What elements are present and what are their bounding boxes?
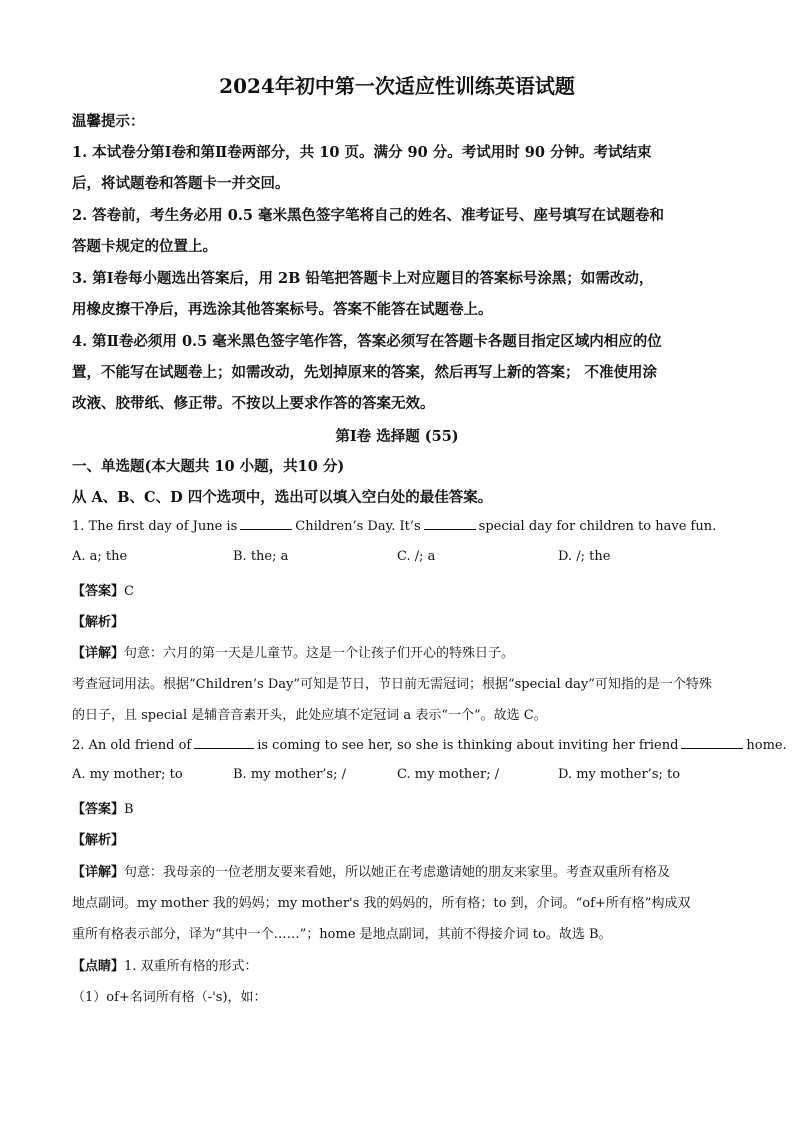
question-text: home. <box>746 738 787 753</box>
answer-line <box>72 580 732 599</box>
answer-blank <box>194 736 254 749</box>
detail-line <box>72 861 732 880</box>
notice-line: 3. 第Ⅰ卷每小题选出答案后，用 2B 铅笔把答题卡上对应题目的答案标号涂黑；如需改动， <box>72 270 654 287</box>
tip-line <box>72 955 732 974</box>
answer-label: 【答案】 <box>72 584 125 599</box>
notice-line: 答题卡规定的位置上。 <box>72 238 217 255</box>
section-title: 第Ⅰ卷 选择题 (55) <box>335 428 459 445</box>
question-text: Children’s Day. It’s <box>295 519 421 534</box>
part-heading: 一、单选题(本大题共 10 小题，共10 分) <box>72 458 345 475</box>
tip-subline: （1）of+名词所有格（-'s)，如： <box>72 990 267 1005</box>
question-1 <box>72 517 732 534</box>
detail-label: 【详解】 <box>72 865 125 880</box>
question-text: is coming to see her, so she is thinking about inviting her friend <box>257 738 679 753</box>
notice-line: 置，不能写在试题卷上；如需改动，先划掉原来的答案，然后再写上新的答案； 不准使用涂 <box>72 364 658 381</box>
analysis-label: 【解析】 <box>72 615 125 630</box>
option-b: B. my mother’s; / <box>233 767 346 782</box>
part-instruction: 从 A、B、C、D 四个选项中，选出可以填入空白处的最佳答案。 <box>72 489 493 506</box>
detail-label: 【详解】 <box>72 646 125 661</box>
notice-heading: 温馨提示： <box>72 113 145 130</box>
notice-line: 2. 答卷前，考生务必用 0.5 毫米黑色签字笔将自己的姓名、准考证号、座号填写在试题卷和 <box>72 207 665 224</box>
detail-text: 句意：我母亲的一位老朋友要来看她，所以她正在考虑邀请她的朋友来家里。考查双重所有格及 <box>124 865 671 880</box>
notice-line: 4. 第Ⅱ卷必须用 0.5 毫米黑色签字笔作答，答案必须写在答题卡各题目指定区域内相应的位 <box>72 333 662 350</box>
option-a: A. a; the <box>72 549 128 564</box>
answer-label: 【答案】 <box>72 802 125 817</box>
notice-line: 1. 本试卷分第Ⅰ卷和第Ⅱ卷两部分，共 10 页。满分 90 分。考试用时 90 分钟。考试结束 <box>72 144 652 161</box>
option-d: D. my mother’s; to <box>558 767 681 782</box>
detail-line: 重所有格表示部分，译为“其中一个……”；home 是地点副词，其前不得接介词 to。故选 B。 <box>72 927 612 942</box>
detail-line: 考查冠词用法。根据“Children’s Day”可知是节日，节日前无需冠词；根据“special day”可知指的是一个特殊 <box>72 677 712 692</box>
answer-value: B <box>124 802 134 817</box>
tip-text: 1. 双重所有格的形式： <box>124 959 258 974</box>
question-text: special day for children to have fun. <box>478 519 717 534</box>
option-b: B. the; a <box>233 549 289 564</box>
notice-line: 改液、胶带纸、修正带。不按以上要求作答的答案无效。 <box>72 395 435 412</box>
answer-value: C <box>124 584 134 599</box>
detail-text: 句意：六月的第一天是儿童节。这是一个让孩子们开心的特殊日子。 <box>124 646 515 661</box>
notice-line: 用橡皮擦干净后，再选涂其他答案标号。答案不能答在试题卷上。 <box>72 301 493 318</box>
detail-line: 的日子，且 special 是辅音音素开头，此处应填不定冠词 a 表示“一个”。故选 C。 <box>72 708 547 723</box>
detail-line: 地点副词。my mother 我的妈妈；my mother's 我的妈妈的，所有格；to 到，介词。“of+所有格”构成双 <box>72 896 691 911</box>
analysis-label: 【解析】 <box>72 833 125 848</box>
question-text: 1. The first day of June is <box>72 519 238 534</box>
answer-line <box>72 798 732 817</box>
option-d: D. /; the <box>558 549 611 564</box>
option-a: A. my mother; to <box>72 767 183 782</box>
answer-blank <box>424 517 476 530</box>
notice-line: 后，将试题卷和答题卡一并交回。 <box>72 175 290 192</box>
tip-label: 【点睛】 <box>72 959 125 974</box>
detail-line <box>72 642 732 661</box>
question-2 <box>72 736 787 753</box>
answer-blank <box>681 736 743 749</box>
answer-blank <box>240 517 292 530</box>
option-c: C. my mother; / <box>397 767 500 782</box>
option-c: C. /; a <box>397 549 436 564</box>
page-title: 2024年初中第一次适应性训练英语试题 <box>219 74 575 98</box>
question-text: 2. An old friend of <box>72 738 192 753</box>
